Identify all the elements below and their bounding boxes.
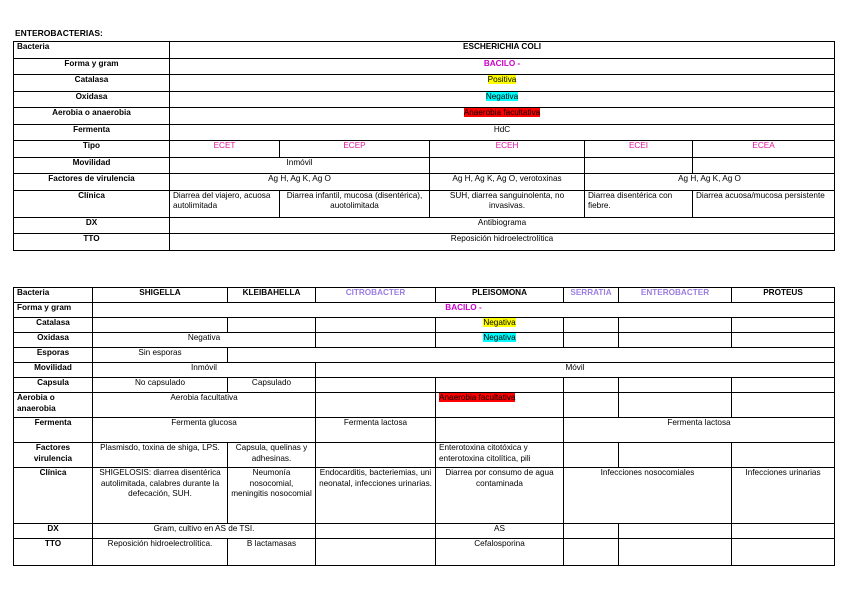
oxidasa-shigella-klebsiella: Negativa	[93, 333, 316, 348]
factores-klebsiella: Capsula, quelinas y adhesinas.	[228, 443, 316, 468]
table-row	[14, 124, 835, 141]
dx-value: Antibiograma	[170, 217, 835, 234]
tto-klebsiella: B lactamasas	[228, 539, 316, 566]
table-row	[14, 348, 835, 363]
table-row	[14, 190, 835, 217]
row-label-fermenta: Fermenta	[14, 124, 170, 141]
document-title: ENTEROBACTERIAS:	[15, 28, 103, 38]
table-row	[14, 378, 835, 393]
row-label-clinica: Clínica	[14, 190, 170, 217]
clinica-citrobacter: Endocarditis, bacteriemias, uni neonatal, infecciones urinarias.	[316, 468, 436, 524]
capsula-klebsiella: Capsulado	[228, 378, 316, 393]
row-label-fermenta: Fermenta	[14, 418, 93, 443]
factores-ehec: Ag H, Ag K, Ag O, verotoxinas	[430, 174, 585, 191]
row-label-dx: DX	[14, 524, 93, 539]
row-label-bacteria: Bacteria	[14, 288, 93, 303]
table-row	[14, 418, 835, 443]
escherichia-coli-table	[13, 41, 835, 251]
clinica-klebsiella: Neumonía nosocomial, meningitis nosocomial	[228, 468, 316, 524]
header-kleibahella: KLEIBAHELLA	[228, 288, 316, 303]
catalasa-pleisomona: Negativa	[483, 318, 516, 327]
row-label-movilidad: Movilidad	[14, 363, 93, 378]
row-label-forma: Forma y gram	[14, 303, 93, 318]
bacteria-name: ESCHERICHIA COLI	[170, 42, 835, 59]
dx-shigella-klebsiella: Gram, cultivo en AS de TSI.	[93, 524, 316, 539]
clinica-ecei: Diarrea disentérica con fiebre.	[585, 190, 693, 217]
factores-shigella: Plasmisdo, toxina de shiga, LPS.	[93, 443, 228, 468]
capsula-shigella: No capsulado	[93, 378, 228, 393]
clinica-shigella: SHIGELOSIS: diarrea disentérica autolimitada, calabres durante la defecación, SUH.	[93, 468, 228, 524]
tto-value: Reposición hidroelectrolítica	[170, 234, 835, 251]
tto-pleisomona: Cefalosporina	[436, 539, 564, 566]
table-row	[14, 234, 835, 251]
clinica-ecea: Diarrea acuosa/mucosa persistente	[693, 190, 835, 217]
table-row	[14, 75, 835, 92]
header-proteus: PROTEUS	[732, 288, 835, 303]
movilidad-value: Inmóvil	[170, 157, 430, 174]
movilidad-inmovil: Inmóvil	[93, 363, 316, 378]
tipo-eceh: ECEH	[430, 141, 585, 158]
table-row	[14, 174, 835, 191]
row-label-factores: Factores virulencia	[14, 443, 93, 468]
fermenta-value: HdC	[170, 124, 835, 141]
other-enterobacteria-table	[13, 287, 835, 566]
row-label-tto: TTO	[14, 234, 170, 251]
table-row	[14, 157, 835, 174]
table-row	[14, 288, 835, 303]
row-label-catalasa: Catalasa	[14, 318, 93, 333]
forma-value: BACILO -	[445, 303, 482, 312]
table-row	[14, 108, 835, 125]
header-serratia: SERRATIA	[564, 288, 619, 303]
table-row	[14, 91, 835, 108]
header-pleisomona: PLEISOMONA	[436, 288, 564, 303]
clinica-pleisomona: Diarrea por consumo de agua contaminada	[436, 468, 564, 524]
row-label-aerobia: Aerobia o anaerobia	[14, 108, 170, 125]
row-label-esporas: Esporas	[14, 348, 93, 363]
row-label-bacteria: Bacteria	[14, 42, 170, 59]
clinica-ecep: Diarrea infantil, mucosa (disentérica), auotolimitada	[280, 190, 430, 217]
aerobia-value: Anaerobia facultativa	[463, 108, 541, 117]
row-label-factores: Factores de virulencia	[14, 174, 170, 191]
tipo-ecea: ECEA	[693, 141, 835, 158]
movilidad-movil: Móvil	[316, 363, 835, 378]
factores-pleisomona: Enterotoxina citotóxica y enterotoxina citolítica, pili	[436, 443, 564, 468]
table-row	[14, 443, 835, 468]
fermenta-glucosa: Fermenta glucosa	[93, 418, 316, 443]
table-row	[14, 58, 835, 75]
row-label-dx: DX	[14, 217, 170, 234]
clinica-eceh: SUH, diarrea sanguinolenta, no invasivas.	[430, 190, 585, 217]
tipo-ecep: ECEP	[280, 141, 430, 158]
tipo-ecet: ECET	[170, 141, 280, 158]
clinica-serratia-enterobacter: Infecciones nosocomiales	[564, 468, 732, 524]
table-row	[14, 393, 835, 418]
header-shigella: SHIGELLA	[93, 288, 228, 303]
table-row	[14, 363, 835, 378]
table-row	[14, 217, 835, 234]
aerobia-shigella-klebsiella: Aerobia facultativa	[93, 393, 316, 418]
table-row	[14, 333, 835, 348]
row-label-oxidasa: Oxidasa	[14, 333, 93, 348]
header-enterobacter: ENTEROBACTER	[619, 288, 732, 303]
tipo-ecei: ECEI	[585, 141, 693, 158]
header-citrobacter: CITROBACTER	[316, 288, 436, 303]
row-label-movilidad: Movilidad	[14, 157, 170, 174]
row-label-clinica: Clínica	[14, 468, 93, 524]
fermenta-citrobacter: Fermenta lactosa	[316, 418, 436, 443]
aerobia-pleisomona: Anaerobia facultativa	[439, 393, 516, 402]
oxidasa-value: Negativa	[485, 91, 519, 101]
clinica-ecet: Diarrea del viajero, acuosa autolimitada	[170, 190, 280, 217]
oxidasa-pleisomona: Negativa	[483, 333, 516, 342]
table-row	[14, 42, 835, 59]
catalasa-value: Positiva	[487, 75, 517, 84]
table-row	[14, 141, 835, 158]
factores-etec-epec: Ag H, Ag K, Ag O	[170, 174, 430, 191]
row-label-catalasa: Catalasa	[14, 75, 170, 92]
fermenta-lactosa-right: Fermenta lactosa	[564, 418, 835, 443]
factores-eiec-eaec: Ag H, Ag K, Ag O	[585, 174, 835, 191]
row-label-tto: TTO	[14, 539, 93, 566]
row-label-oxidasa: Oxidasa	[14, 91, 170, 108]
row-label-tipo: Tipo	[14, 141, 170, 158]
table-row	[14, 318, 835, 333]
tto-shigella: Reposición hidroelectrolítica.	[93, 539, 228, 566]
dx-pleisomona: AS	[436, 524, 564, 539]
clinica-proteus: Infecciones urinarias	[732, 468, 835, 524]
row-label-aerobia: Aerobia o anaerobia	[14, 393, 93, 418]
row-label-capsula: Capsula	[14, 378, 93, 393]
table-row	[14, 524, 835, 539]
table-row	[14, 539, 835, 566]
table-row	[14, 468, 835, 524]
row-label-forma: Forma y gram	[14, 58, 170, 75]
esporas-shigella: Sin esporas	[93, 348, 228, 363]
table-row	[14, 303, 835, 318]
forma-value: BACILO -	[483, 58, 521, 68]
